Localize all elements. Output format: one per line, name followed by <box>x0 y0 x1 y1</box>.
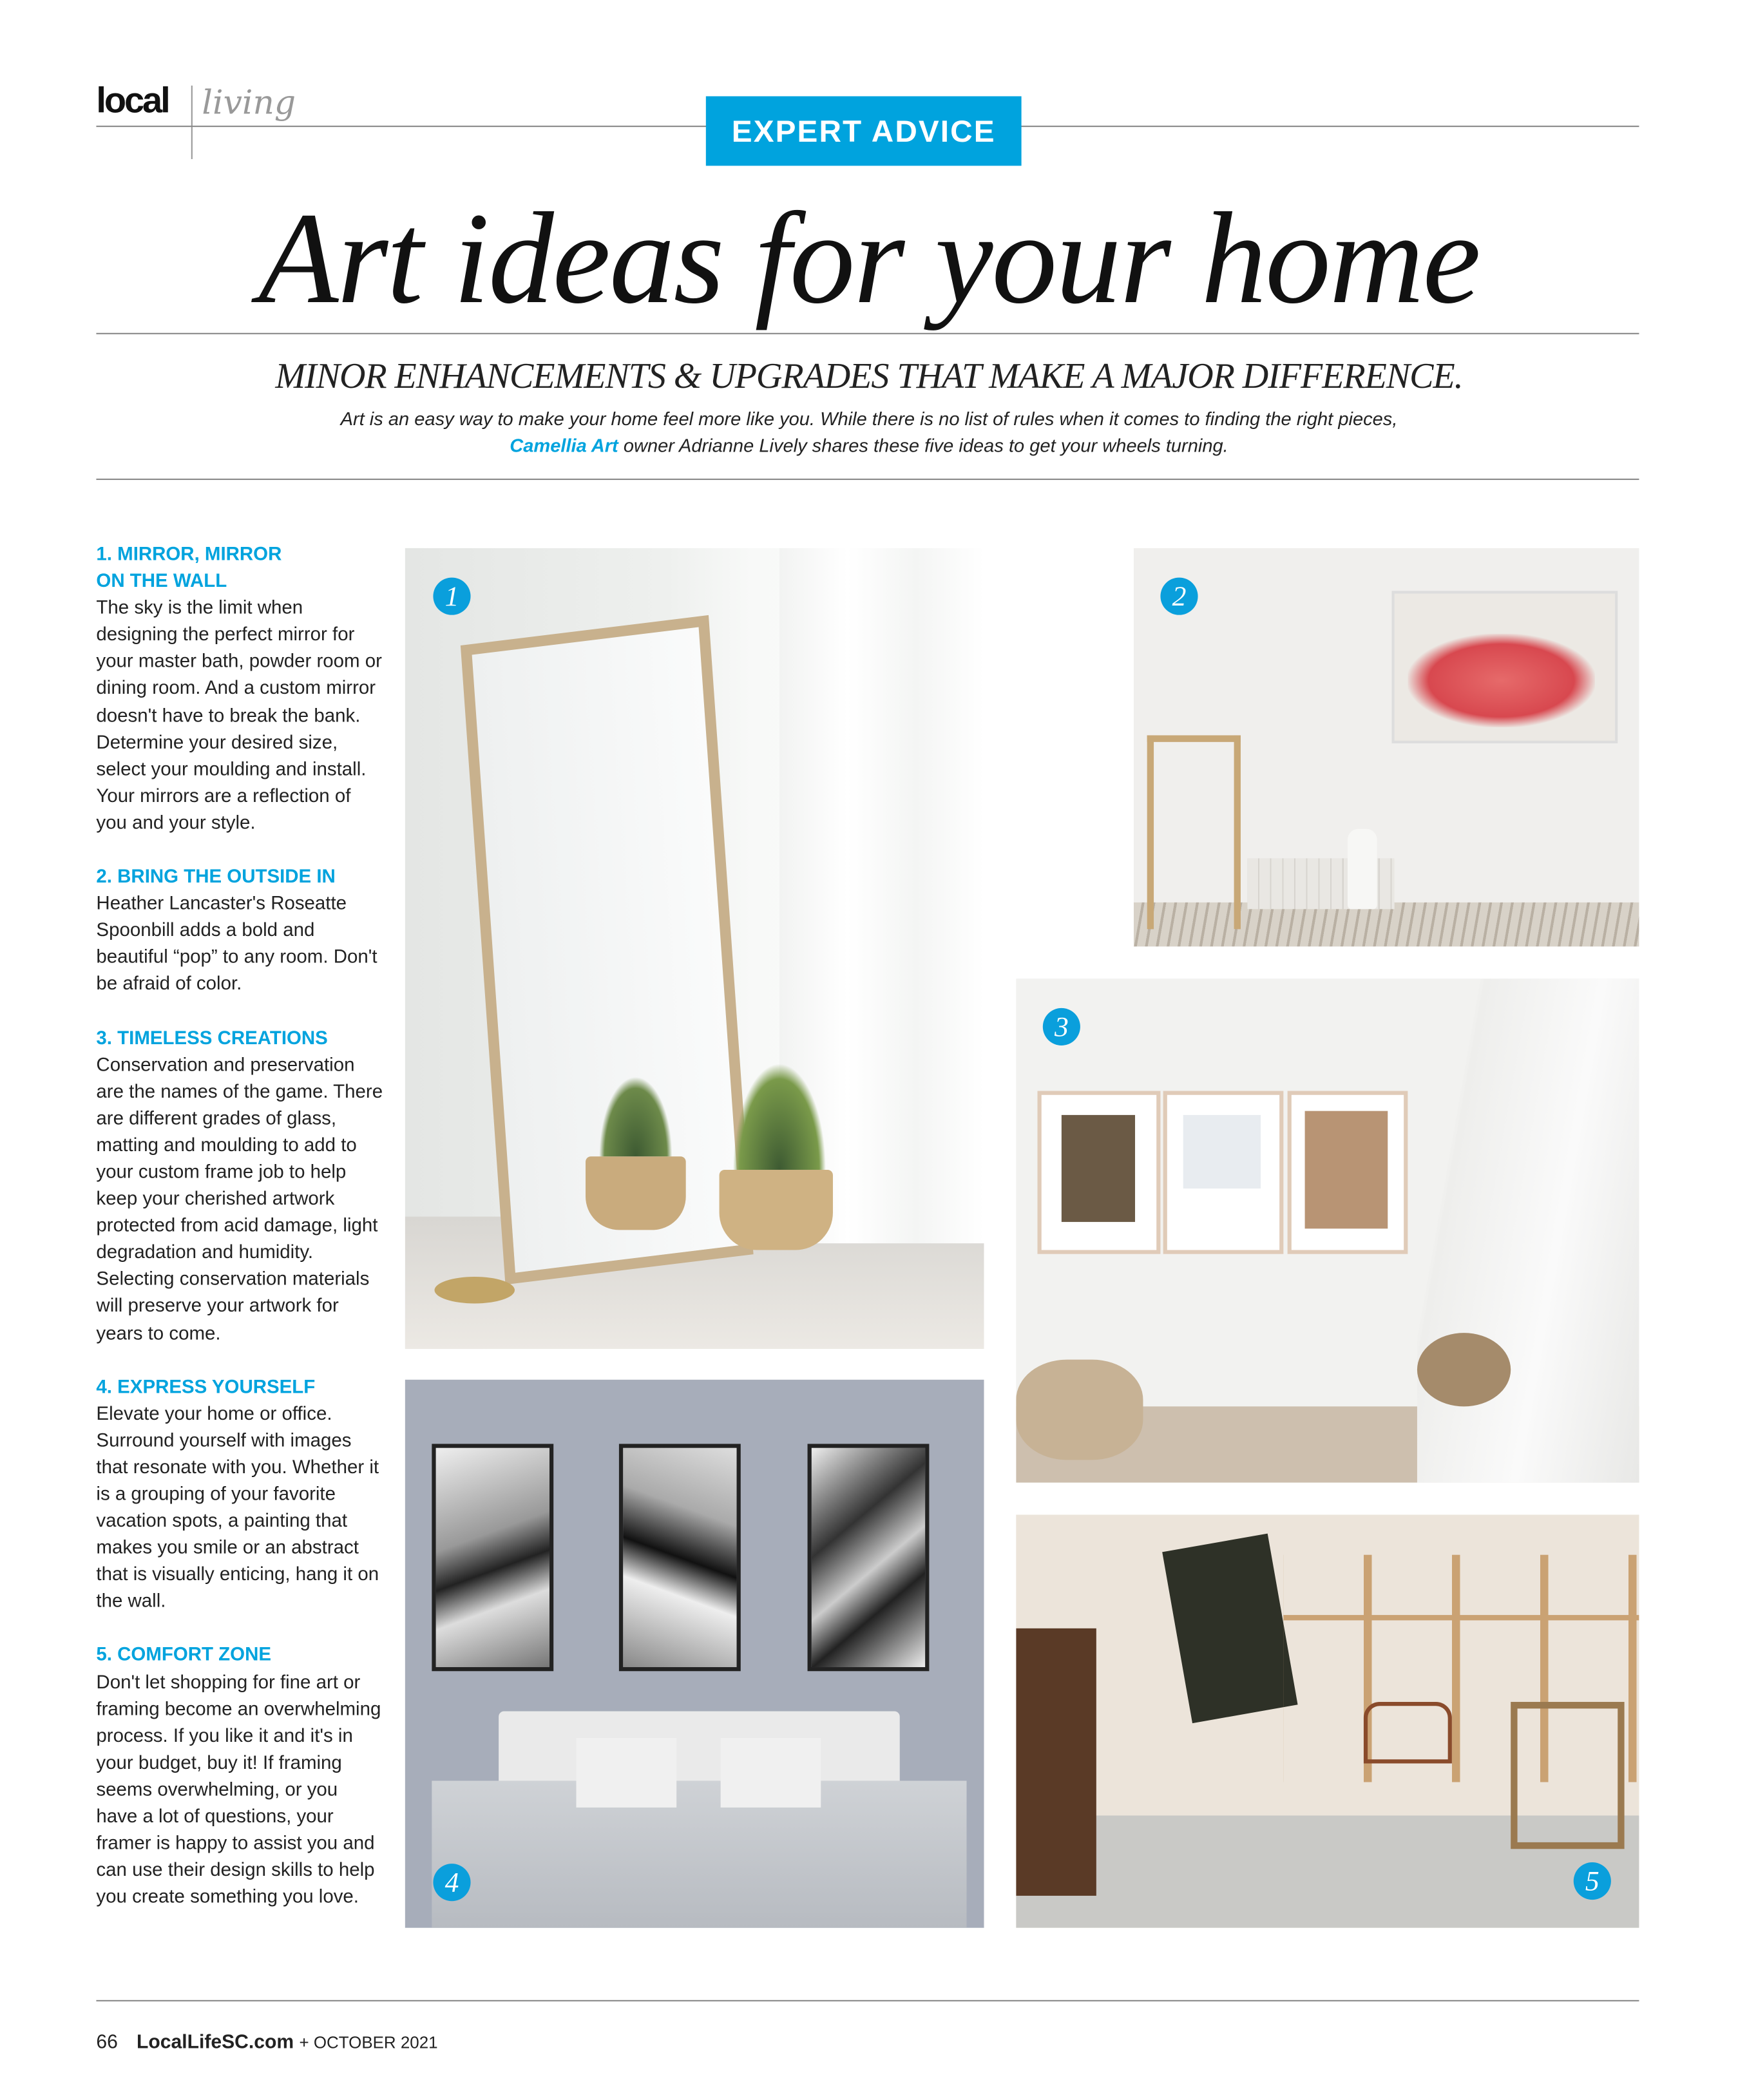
title-rule <box>96 333 1639 334</box>
photo-number-badge: 3 <box>1043 1008 1080 1045</box>
bed <box>432 1780 966 1927</box>
abstract-painting <box>808 1444 930 1671</box>
chair <box>1364 1702 1452 1763</box>
logo-local: local <box>96 80 169 120</box>
logo-divider <box>191 86 193 159</box>
idea-4-body: Elevate your home or office. Surround yourself with images that resonate with you. Whether it is a grouping of your favorite vacation spots, a painting that makes you smile or an abstract that is visually enticing, hang it on the wall. <box>96 1403 379 1613</box>
page-title: Art ideas for your home <box>258 187 1480 332</box>
frame-child-drawing <box>1163 1091 1284 1254</box>
idea-1-body: The sky is the limit when designing the perfect mirror for your master bath, powder room or dining room. And a custom mirror doesn't have to break the bank. Determine your desired size, select your moulding and install. Your mirrors are a reflection of you and your style. <box>96 598 382 834</box>
cabinet <box>1016 1628 1096 1896</box>
photo-number-badge: 4 <box>433 1864 470 1901</box>
idea-5-heading: 5. COMFORT ZONE <box>96 1645 271 1666</box>
photo-mirror <box>405 548 984 1349</box>
photo-number-badge: 5 <box>1574 1862 1611 1900</box>
canopy <box>1417 978 1639 1482</box>
footer-rule <box>96 2000 1639 2001</box>
teddy-bear <box>1417 1333 1511 1406</box>
idea-3-heading: 3. TIMELESS CREATIONS <box>96 1027 328 1049</box>
ideas-column <box>96 542 383 1938</box>
site-link[interactable]: LocalLifeSC.com <box>136 2032 294 2054</box>
chair <box>1147 735 1241 929</box>
easel-canvas <box>1162 1534 1297 1724</box>
intro <box>0 405 1738 459</box>
camellia-art-link[interactable]: Camellia Art <box>510 434 618 456</box>
intro-line-2: owner Adrianne Lively shares these five ideas to get your wheels turning. <box>623 434 1228 456</box>
intro-rule <box>96 479 1639 480</box>
photo-art-studio <box>1016 1514 1639 1927</box>
page-number: 66 <box>96 2032 118 2054</box>
spoonbill-artwork <box>1391 591 1618 743</box>
idea-4-heading: 4. EXPRESS YOURSELF <box>96 1376 316 1398</box>
footer <box>96 2032 437 2054</box>
section-badge: EXPERT ADVICE <box>706 96 1022 166</box>
frame-shells <box>1288 1091 1408 1254</box>
photo-number-badge: 1 <box>433 578 470 615</box>
photo-number-badge: 2 <box>1160 578 1198 615</box>
photo-abstract-triptych <box>405 1380 984 1928</box>
issue-date: + OCTOBER 2021 <box>299 2033 438 2052</box>
idea-3-body: Conservation and preservation are the names of the game. There are different grades of glass, matting and moulding to add to your custom frame job to help keep your cherished artwork protected from acid damage, light degradation and humidity. Selecting conservation materials will preserve your artwork for years to come. <box>96 1054 383 1344</box>
idea-2-heading: 2. BRING THE OUTSIDE IN <box>96 866 336 888</box>
photo-nursery-frames <box>1016 978 1639 1482</box>
basket-plant <box>720 1170 833 1250</box>
frame-vintage-photo <box>1038 1091 1161 1254</box>
subtitle: MINOR ENHANCEMENTS & UPGRADES THAT MAKE A MAJOR DIFFERENCE. <box>275 356 1463 396</box>
idea-2-body: Heather Lancaster's Roseatte Spoonbill adds a bold and beautiful “pop” to any room. Don't be afraid of color. <box>96 893 377 995</box>
abstract-painting <box>619 1444 741 1671</box>
intro-line-1: Art is an easy way to make your home feel more like you. While there is no list of rules when it comes to finding the right pieces, <box>340 407 1398 430</box>
idea-5-body: Don't let shopping for fine art or framing become an overwhelming process. If you like it and it's in your budget, buy it! If framing seems overwhelming, or you have a lot of questions, your framer is happy to assist you and can use their design skills to help you create something you love. <box>96 1672 381 1909</box>
idea-1-heading: 1. MIRROR, MIRROR ON THE WALL <box>96 544 282 593</box>
logo-living: living <box>202 82 296 122</box>
photo-spoonbill <box>1134 548 1639 946</box>
abstract-painting <box>432 1444 553 1671</box>
basket-plant <box>586 1156 686 1230</box>
headboard <box>499 1712 900 1792</box>
